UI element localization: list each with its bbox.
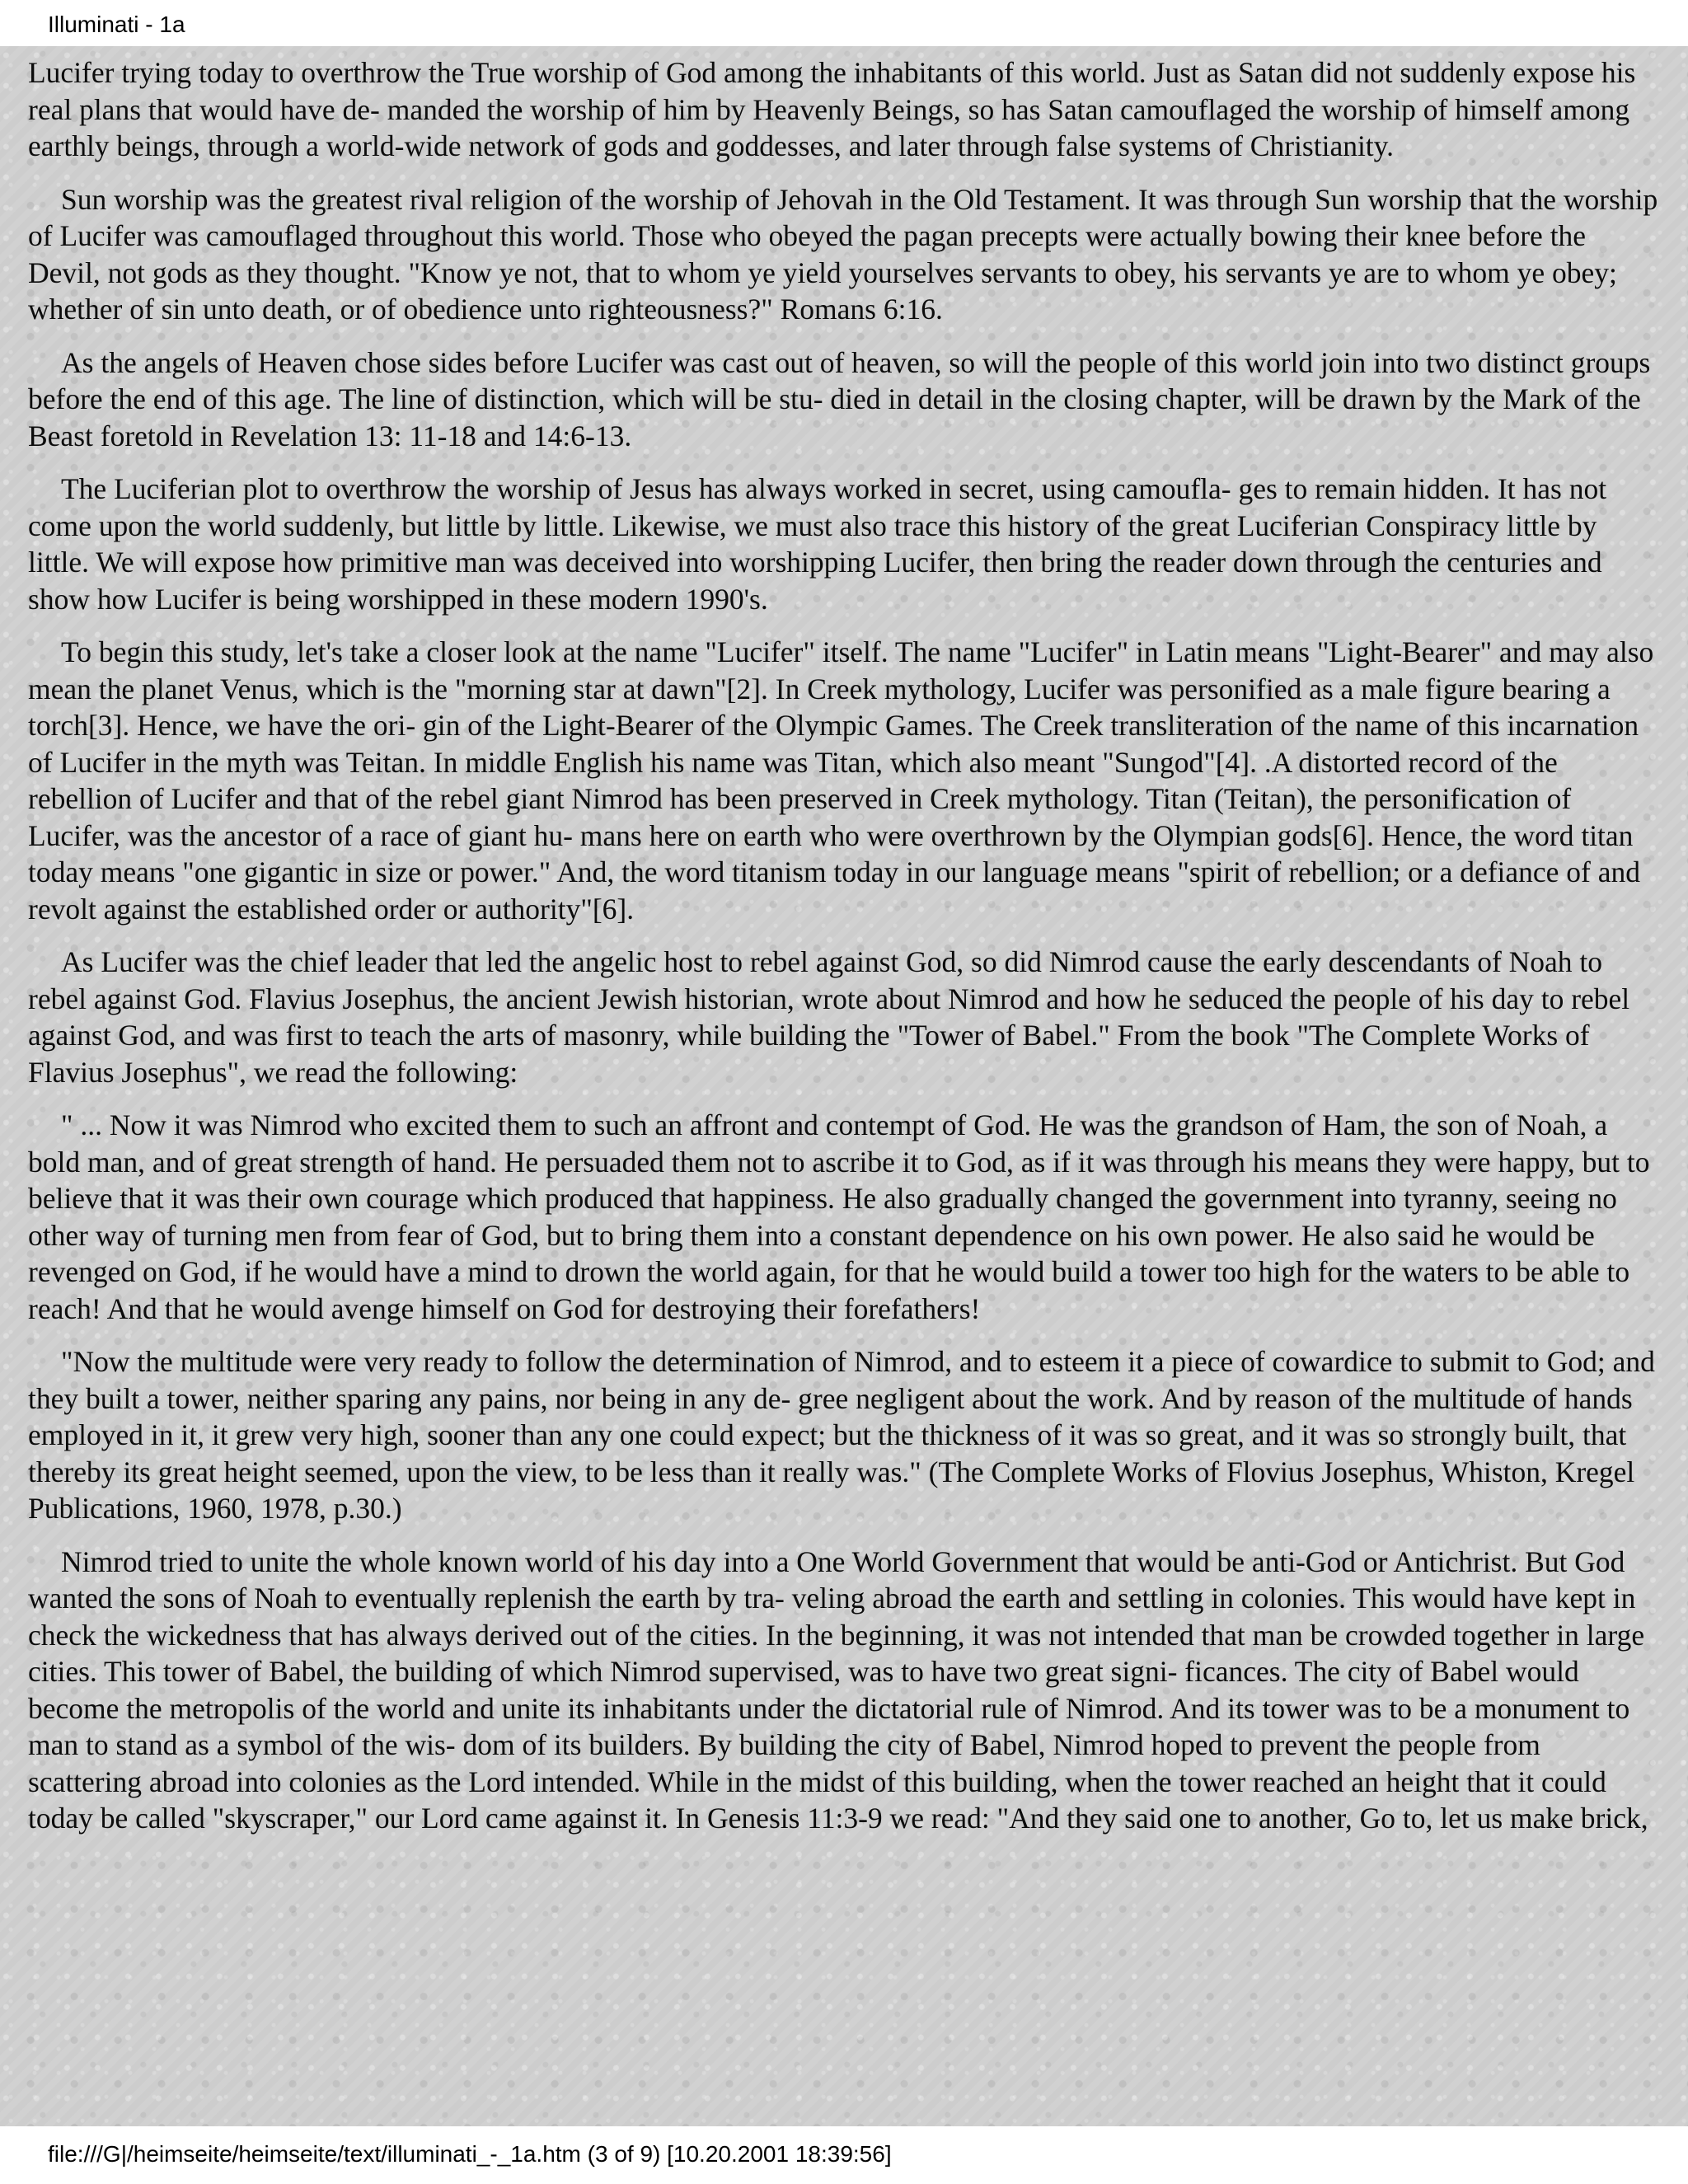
- paragraph-2: Sun worship was the greatest rival religion of the worship of Jehovah in the Old Testament. It was through Sun worship that the worship of Lucifer was camouflaged throughout this world. Those who obeyed the pagan precepts were actually bowing their knee before the Devil, not gods as they thought. "Know ye not, that to whom ye yield yourselves servants to obey, his servants ye are to whom ye obey; whether of sin unto death, or of obedience unto righteousness?" Romans 6:16.: [28, 182, 1658, 326]
- paragraph-9: Nimrod tried to unite the whole known world of his day into a One World Government that would be anti-God or Antichrist. But God wanted the sons of Noah to eventually replenish the earth by tra- veling abroad the earth and settling in colonies. This would have kept in check the wickedness that has always derived out of the cities. In the beginning, it was not intended that man be crowded together in large cities. This tower of Babel, the building of which Nimrod supervised, was to have two great signi- ficances. The city of Babel would become the metropolis of the world and unite its inhabitants under the dictatorial rule of Nimrod. And its tower was to be a monument to man to stand as a symbol of the wis- dom of its builders. By building the city of Babel, Nimrod hoped to prevent the people from scattering abroad into colonies as the Lord intended. While in the midst of this building, when the tower reached an height that it could today be called "skyscraper," our Lord came against it. In Genesis 11:3-9 we read: "And they said one to another, Go to, let us make brick,: [28, 1544, 1648, 1835]
- paragraph-5: To begin this study, let's take a closer look at the name "Lucifer" itself. The name "Lucifer" in Latin means "Light-Bearer" and may also mean the planet Venus, which is the "morning star at dawn"[2]. In Creek mythology, Lucifer was personified as a male figure bearing a torch[3]. Hence, we have the ori- gin of the Light-Bearer of the Olympic Games. The Creek transliteration of the name of this incarnation of Lucifer in the myth was Teitan. In middle English his name was Titan, which also meant "Sungod"[4]. .A distorted record of the rebellion of Lucifer and that of the rebel giant Nimrod has been preserved in Creek mythology. Titan (Teitan), the personification of Lucifer, was the ancestor of a race of giant hu- mans here on earth who were overthrown by the Olympian gods[6]. Hence, the word titan today means "one gigantic in size or power." And, the word titanism today in our language means "spirit of rebellion; or a defiance of and revolt against the established order or authority"[6].: [28, 635, 1654, 926]
- file-path-footer: file:///G|/heimseite/heimseite/text/illuminati_-_1a.htm (3 of 9) [10.20.2001 18:39:56]: [48, 2141, 892, 2167]
- document-body: [0, 46, 1688, 2126]
- page-title: Illuminati - 1a: [48, 12, 185, 37]
- page-header: [0, 0, 1688, 46]
- paragraph-3: As the angels of Heaven chose sides before Lucifer was cast out of heaven, so will the people of this world join into two distinct groups before the end of this age. The line of distinction, which will be stu- died in detail in the closing chapter, will be drawn by the Mark of the Beast foretold in Revelation 13: 11-18 and 14:6-13.: [28, 345, 1651, 452]
- page-footer: [0, 2126, 1688, 2184]
- paragraph-7-quote: " ... Now it was Nimrod who excited them to such an affront and contempt of God. He was the grandson of Ham, the son of Noah, a bold man, and of great strength of hand. He persuaded them not to ascribe it to God, as if it was through his means they were happy, but to believe that it was their own courage which produced that happiness. He also gradually changed the government into tyranny, seeing no other way of turning men from fear of God, but to bring them into a constant dependence on his own power. He also said he would be revenged on God, if he would have a mind to drown the world again, for that he would build a tower too high for the waters to be able to reach! And that he would avenge himself on God for destroying their forefathers!: [28, 1108, 1650, 1325]
- paragraph-1: Lucifer trying today to overthrow the True worship of God among the inhabitants of this world. Just as Satan did not suddenly expose his real plans that would have de- manded the worship of him by Heavenly Beings, so has Satan camouflaged the worship of himself among earthly beings, through a world-wide network of gods and goddesses, and later through false systems of Christianity.: [28, 56, 1636, 162]
- article-text: [28, 54, 1660, 1854]
- paragraph-8-quote: "Now the multitude were very ready to follow the determination of Nimrod, and to esteem it a piece of cowardice to submit to God; and they built a tower, neither sparing any pains, nor being in any de- gree negligent about the work. And by reason of the multitude of hands employed in it, it grew very high, sooner than any one could expect; but the thickness of it was so great, and it was so strongly built, that thereby its great height seemed, upon the view, to be less than it really was." (The Complete Works of Flovius Josephus, Whiston, Kregel Publications, 1960, 1978, p.30.): [28, 1345, 1655, 1525]
- paragraph-6: As Lucifer was the chief leader that led the angelic host to rebel against God, so did Nimrod cause the early descendants of Noah to rebel against God. Flavius Josephus, the ancient Jewish historian, wrote about Nimrod and how he seduced the people of his day to rebel against God, and was first to teach the arts of masonry, while building the "Tower of Babel." From the book "The Complete Works of Flavius Josephus", we read the following:: [28, 945, 1630, 1089]
- paragraph-4: The Luciferian plot to overthrow the worship of Jesus has always worked in secret, using camoufla- ges to remain hidden. It has not come upon the world suddenly, but little by little. Likewise, we must also trace this history of the great Luciferian Conspiracy little by little. We will expose how primitive man was deceived into worshipping Lucifer, then bring the reader down through the centuries and show how Lucifer is being worshipped in these modern 1990's.: [28, 472, 1607, 616]
